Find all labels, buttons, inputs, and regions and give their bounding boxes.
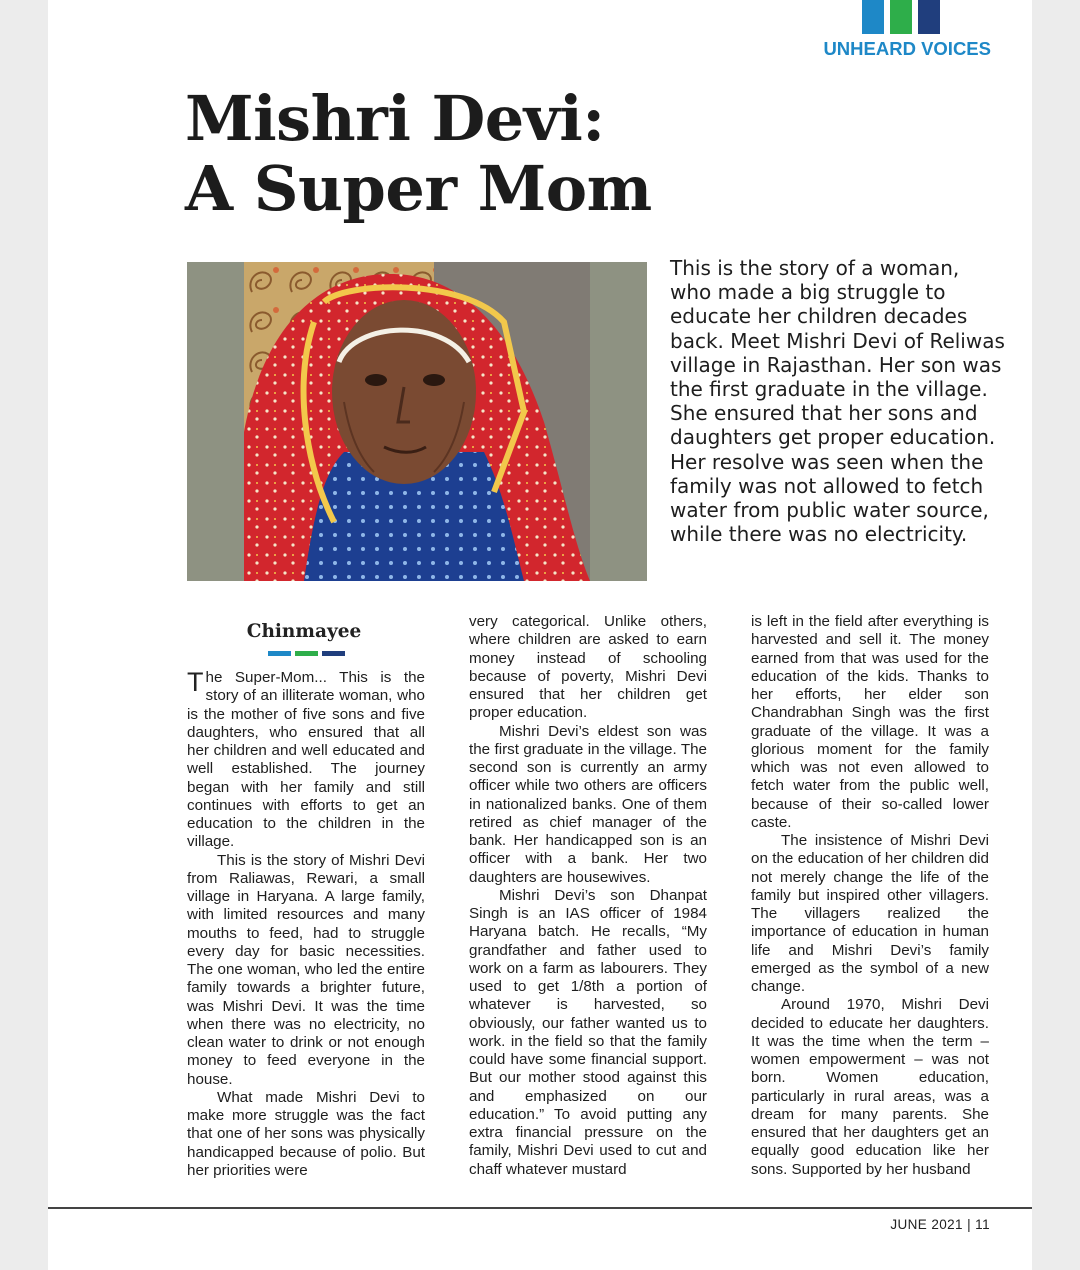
section-label: UNHEARD VOICES xyxy=(823,38,991,59)
column-2-paragraph-2: Mishri Devi’s eldest son was the first graduate in the village. The second son is currently an army officer while two others are officers in nationalized banks. One of them retired as chief manager of the bank. Her handicapped son is an officer with a bank. Her two daughters are housewives. xyxy=(469,722,707,886)
author-byline: Chinmayee xyxy=(246,621,362,642)
logo-bar-green xyxy=(890,0,912,34)
column-3-paragraph-3: Around 1970, Mishri Devi decided to educate her daughters. It was the time when the term – women empowerment – was not born. Women education, particularly in rural areas, was a dream for many parents. She ensured that her daughters get an equally good education like her sons. Supported by her husband xyxy=(751,996,989,1178)
column-1-paragraph-2: This is the story of Mishri Devi from Raliawas, Rewari, a small village in Haryana. A large family, with limited resources and many mouths to feed, had to struggle every day for basic necessities. The one woman, who led the entire family towards a brighter future, was Mishri Devi. It was the time when there was no electricity, no clean water to drink or not enough money to feed everyone in the house. xyxy=(187,851,425,1088)
title-line-2: A Super Mom xyxy=(185,152,652,225)
logo-bar-navy xyxy=(918,0,940,34)
column-1-paragraph-1-text: he Super-Mom... This is the story of an illiterate woman, who is the mother of five sons and five daughters, who ensured that all her children and well educated and well established. The journey began with her family and still continues with efforts to get an education to the children in the village. xyxy=(187,669,425,851)
article-column-3 xyxy=(751,613,989,1179)
frame-panel-right xyxy=(590,262,647,581)
title-line-1: Mishri Devi: xyxy=(185,82,605,155)
column-2-paragraph-1: very categorical. Unlike others, where children are asked to earn money instead of schooling because of poverty, Mishri Devi ensured that her children get proper education. xyxy=(469,613,707,722)
column-1-paragraph-1 xyxy=(187,669,425,852)
article-title xyxy=(185,84,825,224)
drop-cap: T xyxy=(187,667,204,697)
column-3-paragraph-1: is left in the field after everything is harvested and sell it. The money earned from that was used for the education of the kids. Thanks to her efforts, her elder son Chandrabhan Singh was the first graduate of the village. It was a glorious moment for the family which was not even allowed to fetch water from the public well, because of their so-called lower caste. xyxy=(751,613,989,831)
column-1-paragraph-3: What made Mishri Devi to make more struggle was the fact that one of her sons was physically handicapped because of polio. But her priorities were xyxy=(187,1088,425,1179)
column-3-paragraph-2: The insistence of Mishri Devi on the education of her children did not merely change the life of the family but inspired other villagers. The villagers realized the importance of education in human life and Mishri Devi’s family emerged as the symbol of a new change. xyxy=(751,832,989,995)
article-column-1 xyxy=(187,669,425,1180)
footer-rule xyxy=(48,1207,1032,1209)
portrait-photo-icon xyxy=(244,262,590,581)
page-footer: JUNE 2021 | 11 xyxy=(890,1217,990,1232)
byline-bar-navy xyxy=(322,651,345,656)
article-column-2 xyxy=(469,613,707,1179)
photo-frame xyxy=(187,262,647,581)
frame-panel-left xyxy=(187,262,244,581)
logo-bar-blue xyxy=(862,0,884,34)
column-2-paragraph-3: Mishri Devi’s son Dhanpat Singh is an IAS officer of 1984 Haryana batch. He recalls, “My grandfather and father used to work on a farm as labourers. They used to get 1/8th a portion of whatever is harvested, so obviously, our father wanted us to work. in the field so that the family could have some financial support. But our mother stood against this and emphasized on our education.” To avoid putting any extra financial pressure on the family, Mishri Devi used to cut and chaff whatever mustard xyxy=(469,886,707,1178)
byline-bar-blue xyxy=(268,651,291,656)
magazine-page xyxy=(48,0,1032,1270)
byline-bar-green xyxy=(295,651,318,656)
intro-summary: This is the story of a woman, who made a big struggle to educate her children decades back. Meet Mishri Devi of Reliwas village in Rajasthan. Her son was the first graduate in the village. She ensured that her sons and daughters get proper education. Her resolve was seen when the family was not allowed to fetch water from public water source, while there was no electricity. xyxy=(670,256,1005,547)
